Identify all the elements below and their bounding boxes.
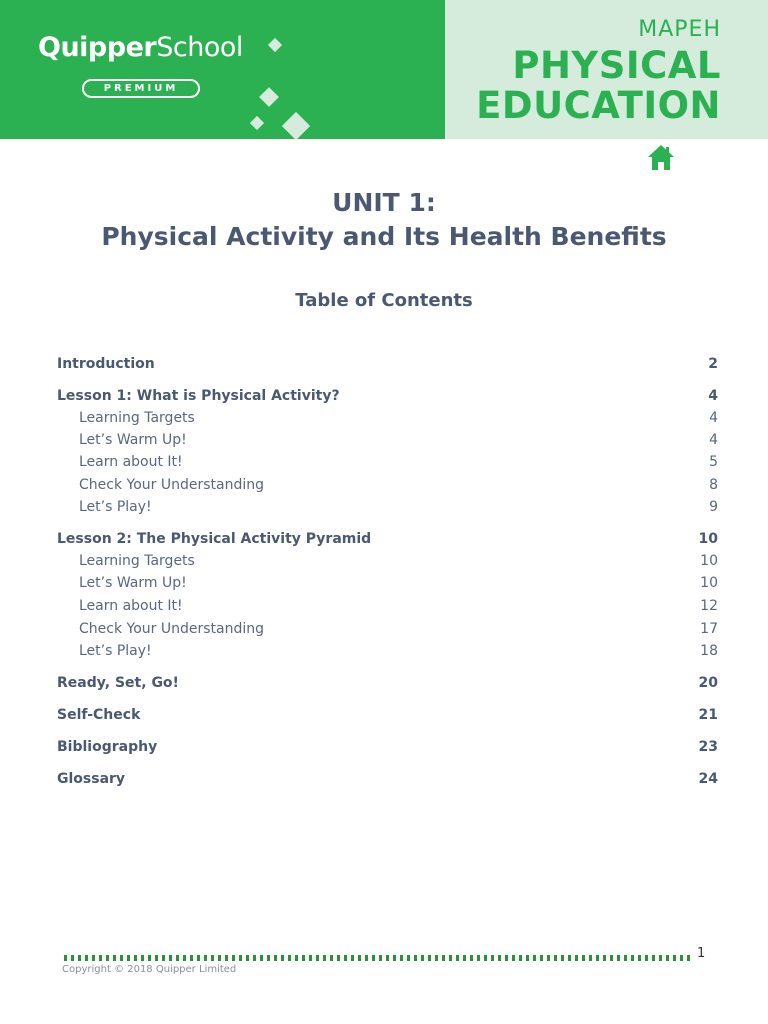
toc-entry-page: 17	[700, 621, 718, 637]
toc-subsection[interactable]	[57, 641, 718, 661]
toc-section[interactable]	[57, 529, 718, 549]
toc-entry-page: 21	[698, 707, 718, 723]
dotted-divider	[64, 955, 694, 961]
toc-entry-page: 24	[698, 771, 718, 787]
toc-subsection[interactable]	[57, 551, 718, 571]
brand-bold: Quipper	[38, 32, 157, 63]
toc-entry-page: 12	[700, 598, 718, 614]
toc-entry-page: 9	[709, 499, 718, 515]
toc-entry-page: 18	[700, 643, 718, 659]
toc-section[interactable]	[57, 386, 718, 406]
toc-entry-label: Introduction	[57, 356, 155, 372]
toc-entry-page: 10	[698, 531, 718, 547]
toc-entry-label: Ready, Set, Go!	[57, 675, 179, 691]
toc-section[interactable]	[57, 354, 718, 374]
page-number: 1	[697, 946, 706, 961]
toc-entry-label: Let’s Play!	[79, 499, 152, 515]
toc-subsection[interactable]	[57, 408, 718, 428]
toc-entry-page: 2	[708, 356, 718, 372]
toc-section[interactable]	[57, 737, 718, 757]
toc-entry-page: 23	[698, 739, 718, 755]
subject-title-line1: PHYSICAL	[512, 44, 721, 87]
toc-subsection[interactable]	[57, 619, 718, 639]
copyright-text: Copyright © 2018 Quipper Limited	[62, 964, 237, 975]
toc-entry-page: 5	[709, 454, 718, 470]
toc-subsection[interactable]	[57, 452, 718, 472]
premium-badge: PREMIUM	[82, 79, 200, 98]
toc-entry-label: Let’s Warm Up!	[79, 575, 187, 591]
page-header	[0, 0, 768, 139]
toc-subsection[interactable]	[57, 430, 718, 450]
subject-title-line2: EDUCATION	[476, 84, 721, 127]
toc-entry-label: Bibliography	[57, 739, 158, 755]
toc-entry-page: 4	[709, 432, 718, 448]
toc-entry-label: Check Your Understanding	[79, 621, 265, 637]
toc-entry-label: Let’s Play!	[79, 643, 152, 659]
toc-entry-page: 10	[700, 553, 718, 569]
unit-number: UNIT 1:	[332, 188, 436, 217]
toc-subsection[interactable]	[57, 573, 718, 593]
toc-entry-label: Lesson 1: What is Physical Activity?	[57, 388, 340, 404]
toc-subsection[interactable]	[57, 596, 718, 616]
brand-regular: School	[156, 32, 243, 63]
toc-entry-label: Self-Check	[57, 707, 141, 723]
subject-category: MAPEH	[638, 17, 721, 42]
toc-entry-label: Lesson 2: The Physical Activity Pyramid	[57, 531, 372, 547]
unit-title: Physical Activity and Its Health Benefits	[101, 222, 667, 251]
toc-section[interactable]	[57, 705, 718, 725]
toc-entry-label: Learning Targets	[79, 410, 195, 426]
toc-entry-label: Let’s Warm Up!	[79, 432, 187, 448]
diamond-pattern	[250, 0, 420, 139]
toc-entry-page: 20	[698, 675, 718, 691]
toc-heading: Table of Contents	[295, 290, 473, 311]
toc-section[interactable]	[57, 769, 718, 789]
toc-entry-label: Learning Targets	[79, 553, 195, 569]
toc-subsection[interactable]	[57, 497, 718, 517]
toc-entry-page: 4	[708, 388, 718, 404]
toc-entry-page: 10	[700, 575, 718, 591]
quipper-school-logo	[38, 34, 243, 61]
home-icon[interactable]	[646, 142, 676, 172]
toc-entry-label: Learn about It!	[79, 598, 183, 614]
toc-entry-label: Glossary	[57, 771, 126, 787]
toc-section[interactable]	[57, 673, 718, 693]
toc-entry-label: Learn about It!	[79, 454, 183, 470]
toc-entry-label: Check Your Understanding	[79, 477, 265, 493]
toc-subsection[interactable]	[57, 475, 718, 495]
toc-entry-page: 8	[709, 477, 718, 493]
toc-entry-page: 4	[709, 410, 718, 426]
